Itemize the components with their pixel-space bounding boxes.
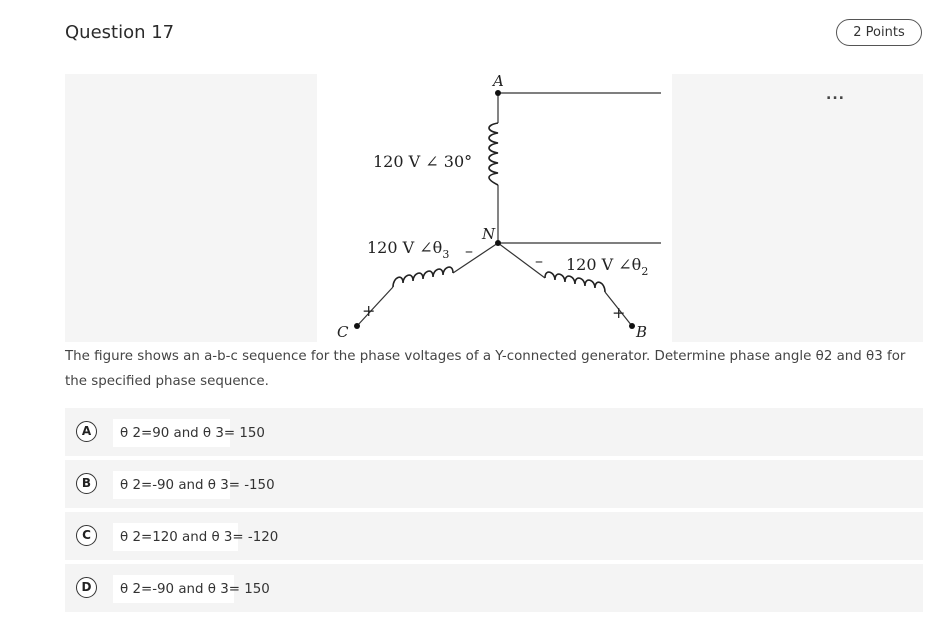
option-letter: B <box>76 473 97 494</box>
option-text: θ 2=120 and θ 3= -120 <box>120 530 279 545</box>
label-a: A <box>493 73 504 90</box>
wire-c-upper <box>453 243 498 273</box>
voltage-a-label: 120 V ∠ 30° <box>373 152 473 171</box>
voltage-c-text: 120 V ∠θ <box>367 238 443 257</box>
plus-c: + <box>362 301 376 320</box>
question-title: Question 17 <box>65 22 175 43</box>
option-d[interactable] <box>65 564 923 612</box>
option-text: θ 2=-90 and θ 3= -150 <box>120 478 275 493</box>
option-letter: D <box>76 577 97 598</box>
node-b <box>629 323 635 329</box>
coil-b <box>545 272 605 292</box>
label-b: B <box>636 323 648 341</box>
voltage-b-text: 120 V ∠θ <box>566 255 642 274</box>
voltage-b-label <box>566 255 648 278</box>
node-a <box>495 90 501 96</box>
voltage-b-sub: 2 <box>641 265 649 278</box>
option-b[interactable] <box>65 460 923 508</box>
voltage-c-label <box>367 238 449 261</box>
question-figure <box>65 73 923 343</box>
question-text: The figure shows an a-b-c sequence for the phase voltages of a Y-connected generator. Determine phase angle θ2 and θ3 for the specified phase sequence. <box>65 349 906 389</box>
minus-c: – <box>465 241 473 260</box>
node-c <box>354 323 360 329</box>
minus-b: – <box>535 251 543 270</box>
option-c[interactable] <box>65 512 923 560</box>
coil-a <box>489 123 498 185</box>
option-letter: A <box>76 421 97 442</box>
more-options-icon[interactable]: ... <box>826 87 845 103</box>
option-a[interactable] <box>65 408 923 456</box>
label-n: N <box>482 225 496 243</box>
voltage-c-sub: 3 <box>442 248 450 261</box>
option-text: θ 2=-90 and θ 3= 150 <box>120 582 270 597</box>
label-c: C <box>337 323 349 341</box>
plus-b: + <box>612 303 626 322</box>
option-letter: C <box>76 525 97 546</box>
option-text: θ 2=90 and θ 3= 150 <box>120 426 265 441</box>
wye-generator-diagram <box>65 73 923 343</box>
node-n <box>495 240 501 246</box>
points-badge: 2 Points <box>836 19 922 46</box>
coil-c <box>393 267 453 287</box>
